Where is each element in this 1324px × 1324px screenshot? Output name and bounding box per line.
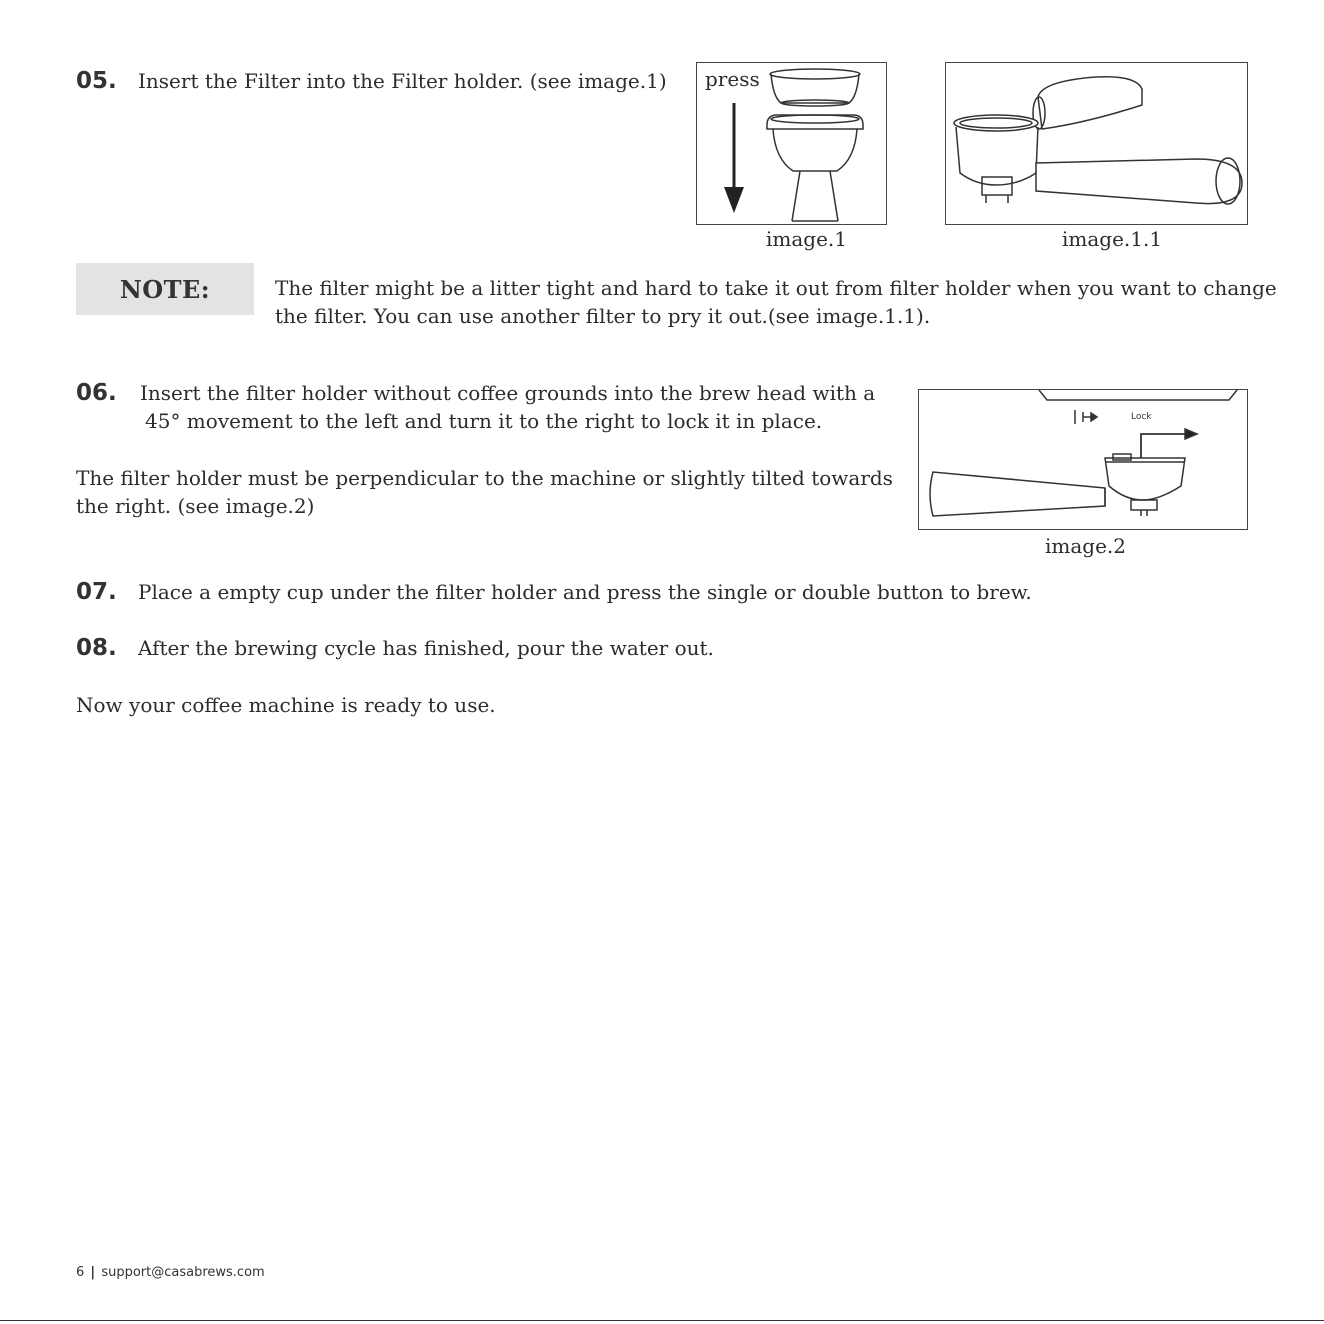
figure-image-1 [696, 62, 887, 225]
note-label: NOTE: [119, 274, 211, 304]
filter-basket-icon [770, 69, 860, 106]
filter-holder-icon [767, 115, 863, 221]
filter-insert-illustration [697, 63, 886, 224]
step-number-05: 05. [76, 68, 117, 94]
note-line-2: the filter. You can use another filter to pry it out.(see image.1.1). [275, 304, 931, 328]
closing-text: Now your coffee machine is ready to use. [76, 693, 496, 717]
step-number-07: 07. [76, 579, 117, 605]
perpendicular-note-line-1: The filter holder must be perpendicular to the machine or slightly tilted towards [76, 466, 893, 490]
step-text-08: After the brewing cycle has finished, pour the water out. [138, 636, 714, 660]
brew-head-icon [1039, 390, 1237, 400]
filter-pry-illustration [946, 63, 1247, 224]
step-number-08: 08. [76, 635, 117, 661]
caption-image-1: image.1 [766, 227, 848, 251]
note-line-1: The filter might be a litter tight and hard to take it out from filter holder when you want to change [275, 276, 1277, 300]
step-text-06-line-2: 45° movement to the left and turn it to the right to lock it in place. [145, 409, 823, 433]
support-email-link[interactable]: support@casabrews.com [101, 1265, 265, 1280]
note-label-box [76, 263, 254, 315]
holder-cup-icon [954, 115, 1038, 203]
bottom-rule [0, 1320, 1324, 1321]
step-number-06: 06. [76, 380, 117, 406]
figure-image-1-1 [945, 62, 1248, 225]
caption-image-1-1: image.1.1 [1062, 227, 1163, 251]
holder-handle-icon [930, 472, 1105, 516]
holder-handle-icon [1036, 158, 1242, 204]
step-text-05: Insert the Filter into the Filter holder. (see image.1) [138, 69, 667, 93]
page-number: 6 [76, 1265, 85, 1280]
lock-label: Lock [1131, 412, 1152, 422]
figure-image-2 [918, 389, 1248, 530]
footer [76, 1265, 265, 1280]
spare-filter-icon [1033, 77, 1142, 129]
holder-cup-icon [1105, 454, 1185, 516]
step-text-07: Place a empty cup under the filter holder and press the single or double button to brew. [138, 580, 1032, 604]
press-arrow-head [724, 187, 744, 213]
press-label: press [705, 67, 760, 91]
step-text-06-line-1: Insert the filter holder without coffee grounds into the brew head with a [140, 381, 876, 405]
footer-separator: | [90, 1265, 96, 1280]
perpendicular-note-line-2: the right. (see image.2) [76, 494, 315, 518]
caption-image-2: image.2 [1045, 534, 1127, 558]
brew-head-lock-illustration [919, 390, 1247, 529]
